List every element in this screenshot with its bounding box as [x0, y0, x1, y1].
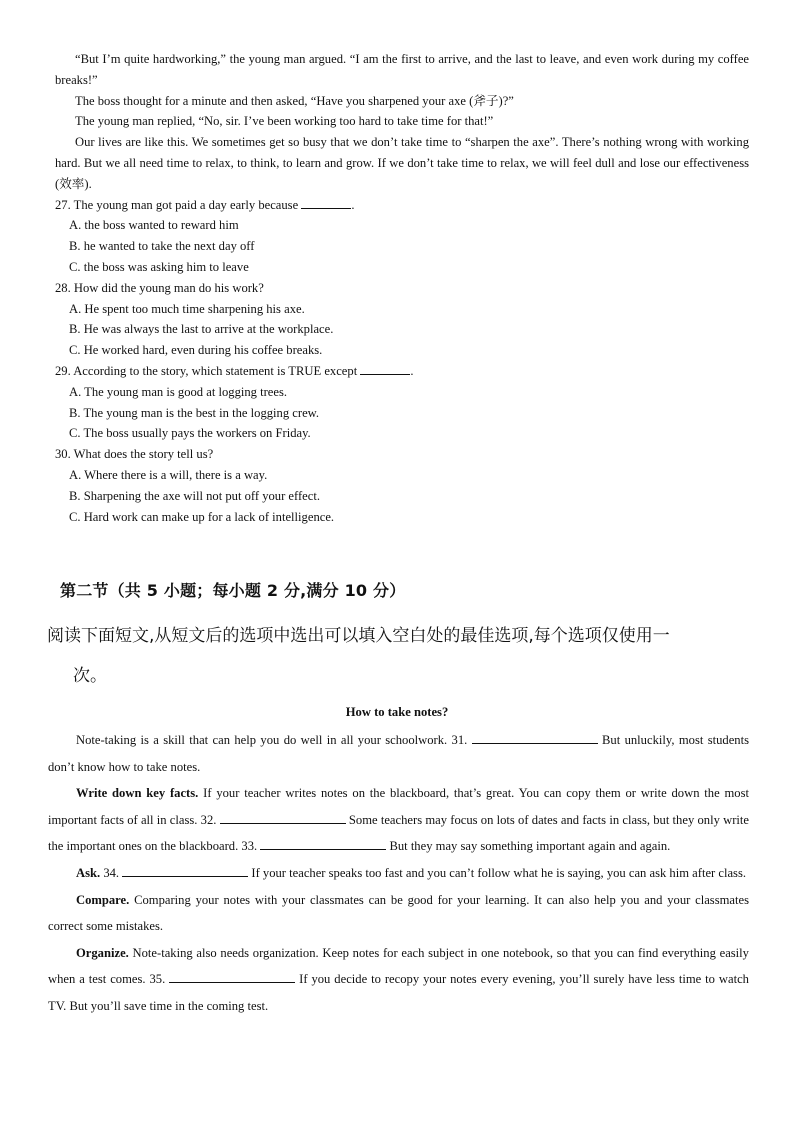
answer-blank-34	[122, 864, 248, 877]
passage	[48, 727, 749, 1020]
passage-text: If your teacher writes notes on the blackboard, that’s great. You can copy them or write down the most important facts of all in class. 32.	[48, 786, 750, 827]
story-paragraph: “But I’m quite hardworking,” the young man argued. “I am the first to arrive, and the last to leave, and even work during my coffee breaks!”	[55, 52, 749, 87]
passage-paragraph	[48, 727, 749, 780]
story-paragraph: Our lives are like this. We sometimes get so busy that we don’t take time to “sharpen the axe”. There’s nothing wrong with working hard. But we all need time to relax, to think, to learn and grow. If we don’t take time to relax, we will feel dull and lose our effectiveness (效率).	[55, 135, 749, 191]
option: B. he wanted to take the next day off	[69, 239, 255, 254]
section-title: 第二节（共 5 小题；每小题 2 分,满分 10 分）	[60, 581, 406, 600]
answer-blank	[301, 196, 351, 209]
passage-paragraph	[48, 780, 749, 860]
option: B. He was always the last to arrive at the workplace.	[69, 322, 334, 337]
passage-text: Some teachers may focus on lots of dates and facts in class, but they only write the important ones on the blackboard. 33.	[48, 812, 749, 854]
option: A. Where there is a will, there is a way.	[69, 467, 268, 482]
option: B. Sharpening the axe will not put off your effect.	[69, 488, 321, 503]
answer-blank-35	[169, 970, 295, 983]
answer-blank-31	[472, 731, 598, 744]
story-and-questions	[55, 49, 749, 527]
instruction-line: 次。	[73, 666, 107, 686]
option: C. the boss was asking him to leave	[69, 259, 249, 274]
question-stem: 29. According to the story, which statement is TRUE except	[55, 363, 358, 378]
question-suffix: .	[410, 363, 414, 378]
passage-text: Comparing your notes with your classmates can be good for your learning. It can also help you and your classmates correct some mistakes.	[48, 892, 749, 934]
question-27	[55, 195, 749, 216]
paragraph-heading: Compare.	[76, 892, 130, 907]
instruction-line: 阅读下面短文,从短文后的选项中选出可以填入空白处的最佳选项,每个选项仅使用一	[47, 626, 670, 646]
passage-paragraph	[48, 887, 749, 940]
passage-text: But they may say something important again and again.	[389, 839, 671, 854]
option: A. The young man is good at logging trees.	[69, 384, 288, 399]
passage-title: How to take notes?	[345, 705, 449, 719]
passage-text: Note-taking is a skill that can help you do well in all your schoolwork. 31.	[76, 733, 468, 747]
question-28: 28. How did the young man do his work?	[55, 280, 264, 295]
passage-text: Note-taking also needs organization. Keep notes for each subject in one notebook, so that you can find everything easily when a test comes. 35.	[48, 945, 749, 987]
story-paragraph: The young man replied, “No, sir. I’ve been working too hard to take time for that!”	[75, 114, 494, 129]
paragraph-heading: Organize.	[76, 945, 129, 960]
answer-blank-33	[260, 837, 386, 850]
passage-text: 34.	[103, 865, 120, 880]
story-paragraph: The boss thought for a minute and then asked, “Have you sharpened your axe (斧子)?”	[75, 93, 514, 108]
option: C. Hard work can make up for a lack of intelligence.	[69, 509, 335, 524]
option: A. He spent too much time sharpening his axe.	[69, 301, 305, 316]
passage-paragraph	[48, 940, 749, 1020]
answer-blank	[360, 362, 410, 375]
answer-blank-32	[220, 811, 346, 824]
section-instruction	[47, 616, 755, 696]
question-30: 30. What does the story tell us?	[55, 447, 214, 462]
passage-text: If your teacher speaks too fast and you can’t follow what he is saying, you can ask him after class.	[251, 865, 746, 880]
paragraph-heading: Write down key facts.	[76, 786, 199, 801]
option: C. The boss usually pays the workers on Friday.	[69, 426, 311, 441]
paragraph-heading: Ask.	[76, 865, 101, 880]
option: B. The young man is the best in the logging crew.	[69, 405, 320, 420]
passage-text: But unluckily, most students don’t know how to take notes.	[48, 733, 749, 774]
passage-text: If you decide to recopy your notes every evening, you’ll surely have less time to watch TV. But you’ll save time in the coming test.	[48, 972, 749, 1013]
passage-paragraph	[48, 860, 749, 887]
question-29	[55, 361, 749, 382]
option: A. the boss wanted to reward him	[69, 218, 239, 233]
question-stem: 27. The young man got paid a day early because	[55, 197, 299, 212]
option: C. He worked hard, even during his coffee breaks.	[69, 343, 323, 358]
question-suffix: .	[351, 197, 355, 212]
